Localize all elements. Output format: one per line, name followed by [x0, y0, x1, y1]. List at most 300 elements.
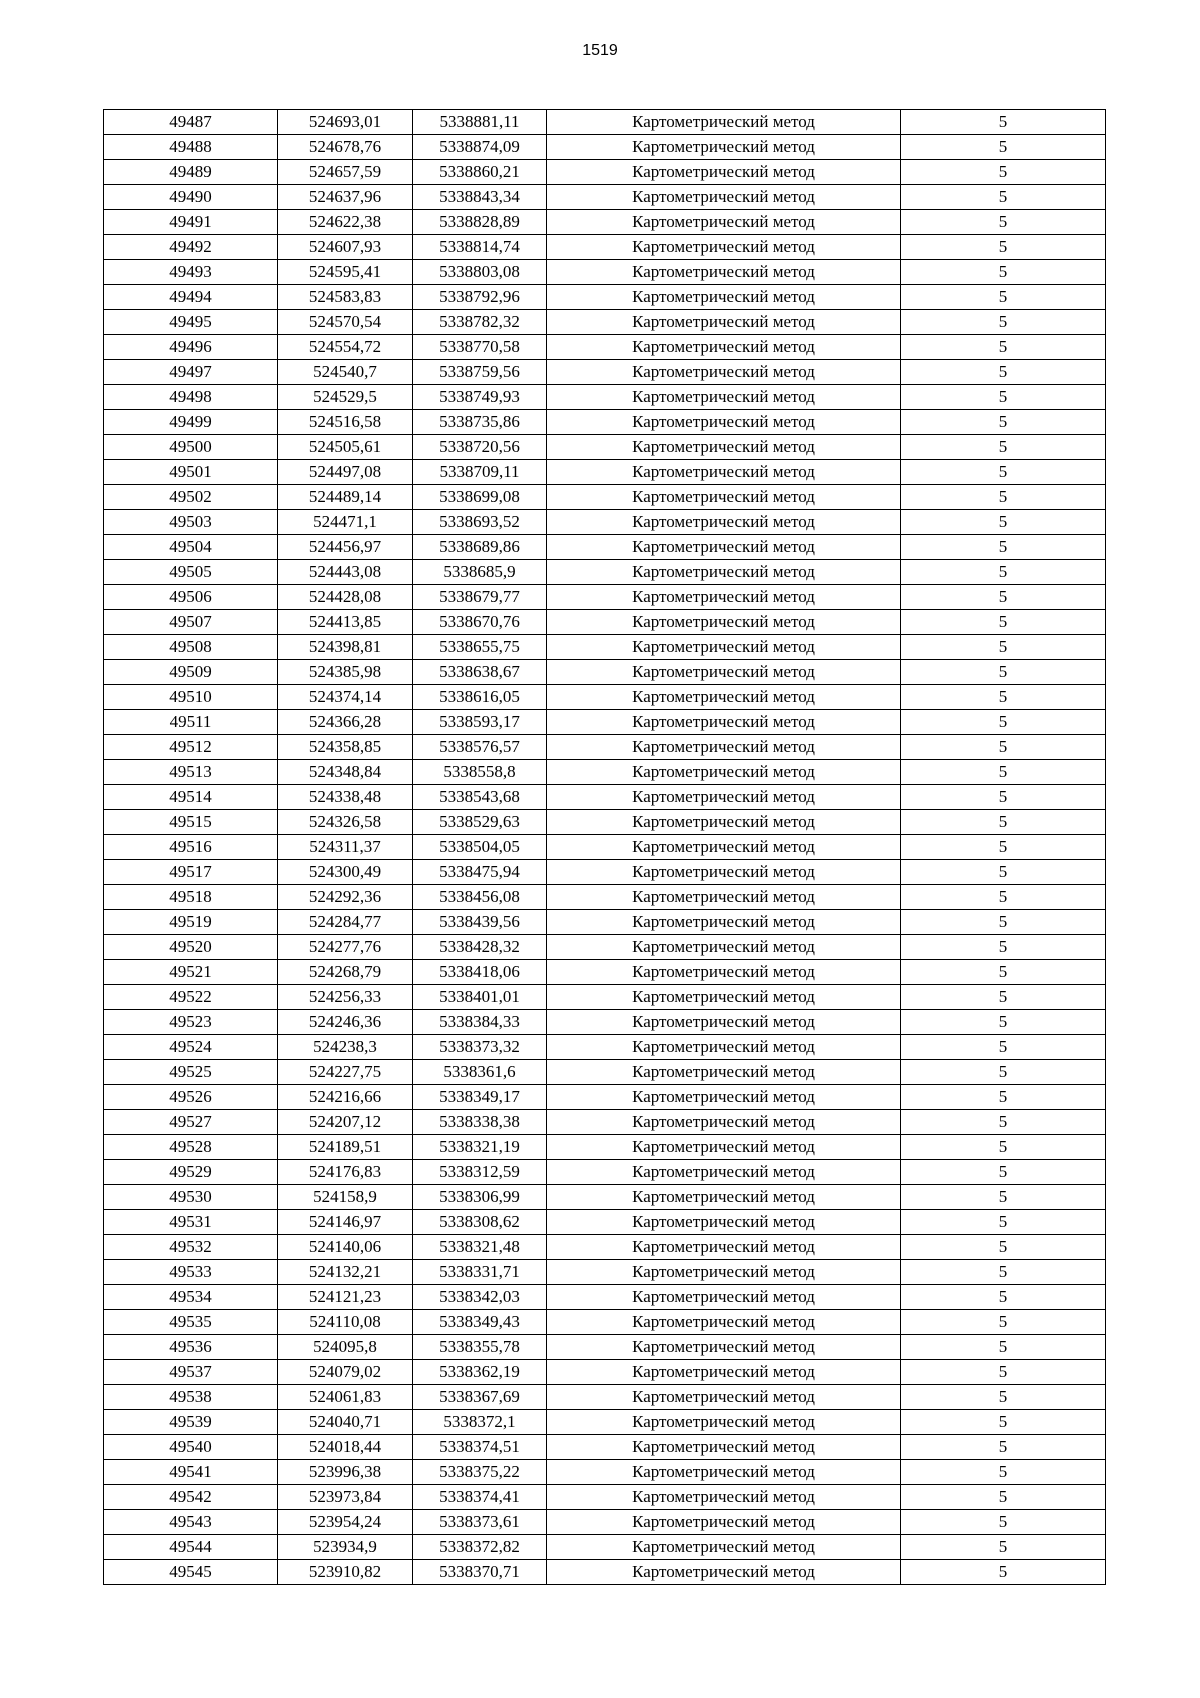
x-coordinate-cell: 524471,1	[278, 510, 413, 535]
x-coordinate-cell: 524227,75	[278, 1060, 413, 1085]
coordinates-table	[103, 109, 1106, 1585]
table-row	[104, 160, 1106, 185]
x-coordinate-cell: 524622,38	[278, 210, 413, 235]
x-coordinate-cell: 524443,08	[278, 560, 413, 585]
accuracy-cell: 5	[901, 1510, 1106, 1535]
page-number: 1519	[582, 42, 618, 59]
point-number-cell: 49506	[104, 585, 278, 610]
method-cell: Картометрический метод	[547, 910, 901, 935]
accuracy-cell: 5	[901, 210, 1106, 235]
point-number-cell: 49545	[104, 1560, 278, 1585]
accuracy-cell: 5	[901, 760, 1106, 785]
point-number-cell: 49533	[104, 1260, 278, 1285]
point-number-cell: 49490	[104, 185, 278, 210]
point-number-cell: 49531	[104, 1210, 278, 1235]
x-coordinate-cell: 524570,54	[278, 310, 413, 335]
y-coordinate-cell: 5338418,06	[413, 960, 547, 985]
point-number-cell: 49536	[104, 1335, 278, 1360]
y-coordinate-cell: 5338814,74	[413, 235, 547, 260]
table-row	[104, 1410, 1106, 1435]
accuracy-cell: 5	[901, 510, 1106, 535]
accuracy-cell: 5	[901, 135, 1106, 160]
accuracy-cell: 5	[901, 1360, 1106, 1385]
table-row	[104, 185, 1106, 210]
accuracy-cell: 5	[901, 835, 1106, 860]
x-coordinate-cell: 523996,38	[278, 1460, 413, 1485]
table-row	[104, 1010, 1106, 1035]
table-row	[104, 1160, 1106, 1185]
point-number-cell: 49513	[104, 760, 278, 785]
y-coordinate-cell: 5338338,38	[413, 1110, 547, 1135]
y-coordinate-cell: 5338456,08	[413, 885, 547, 910]
x-coordinate-cell: 524540,7	[278, 360, 413, 385]
method-cell: Картометрический метод	[547, 785, 901, 810]
x-coordinate-cell: 524595,41	[278, 260, 413, 285]
method-cell: Картометрический метод	[547, 1110, 901, 1135]
accuracy-cell: 5	[901, 885, 1106, 910]
point-number-cell: 49511	[104, 710, 278, 735]
method-cell: Картометрический метод	[547, 335, 901, 360]
accuracy-cell: 5	[901, 685, 1106, 710]
method-cell: Картометрический метод	[547, 560, 901, 585]
accuracy-cell: 5	[901, 560, 1106, 585]
method-cell: Картометрический метод	[547, 385, 901, 410]
table-row	[104, 960, 1106, 985]
accuracy-cell: 5	[901, 1010, 1106, 1035]
point-number-cell: 49487	[104, 110, 278, 135]
table-row	[104, 810, 1106, 835]
table-row	[104, 1510, 1106, 1535]
x-coordinate-cell: 524374,14	[278, 685, 413, 710]
y-coordinate-cell: 5338699,08	[413, 485, 547, 510]
accuracy-cell: 5	[901, 260, 1106, 285]
accuracy-cell: 5	[901, 1210, 1106, 1235]
method-cell: Картометрический метод	[547, 160, 901, 185]
table-row	[104, 1260, 1106, 1285]
accuracy-cell: 5	[901, 785, 1106, 810]
accuracy-cell: 5	[901, 410, 1106, 435]
point-number-cell: 49523	[104, 1010, 278, 1035]
method-cell: Картометрический метод	[547, 1460, 901, 1485]
point-number-cell: 49518	[104, 885, 278, 910]
point-number-cell: 49507	[104, 610, 278, 635]
point-number-cell: 49494	[104, 285, 278, 310]
y-coordinate-cell: 5338770,58	[413, 335, 547, 360]
y-coordinate-cell: 5338401,01	[413, 985, 547, 1010]
table-row	[104, 835, 1106, 860]
accuracy-cell: 5	[901, 385, 1106, 410]
method-cell: Картометрический метод	[547, 585, 901, 610]
method-cell: Картометрический метод	[547, 1485, 901, 1510]
point-number-cell: 49499	[104, 410, 278, 435]
y-coordinate-cell: 5338331,71	[413, 1260, 547, 1285]
accuracy-cell: 5	[901, 1185, 1106, 1210]
x-coordinate-cell: 524385,98	[278, 660, 413, 685]
x-coordinate-cell: 524292,36	[278, 885, 413, 910]
table-row	[104, 110, 1106, 135]
point-number-cell: 49541	[104, 1460, 278, 1485]
y-coordinate-cell: 5338373,61	[413, 1510, 547, 1535]
y-coordinate-cell: 5338735,86	[413, 410, 547, 435]
table-row	[104, 785, 1106, 810]
accuracy-cell: 5	[901, 1410, 1106, 1435]
method-cell: Картометрический метод	[547, 1435, 901, 1460]
table-row	[104, 535, 1106, 560]
method-cell: Картометрический метод	[547, 685, 901, 710]
table-row	[104, 235, 1106, 260]
table-row	[104, 1310, 1106, 1335]
point-number-cell: 49532	[104, 1235, 278, 1260]
accuracy-cell: 5	[901, 535, 1106, 560]
x-coordinate-cell: 524176,83	[278, 1160, 413, 1185]
x-coordinate-cell: 524516,58	[278, 410, 413, 435]
x-coordinate-cell: 524413,85	[278, 610, 413, 635]
x-coordinate-cell: 524607,93	[278, 235, 413, 260]
point-number-cell: 49524	[104, 1035, 278, 1060]
y-coordinate-cell: 5338362,19	[413, 1360, 547, 1385]
point-number-cell: 49540	[104, 1435, 278, 1460]
y-coordinate-cell: 5338749,93	[413, 385, 547, 410]
table-row	[104, 735, 1106, 760]
x-coordinate-cell: 523910,82	[278, 1560, 413, 1585]
accuracy-cell: 5	[901, 1560, 1106, 1585]
point-number-cell: 49488	[104, 135, 278, 160]
y-coordinate-cell: 5338529,63	[413, 810, 547, 835]
point-number-cell: 49509	[104, 660, 278, 685]
table-row	[104, 1035, 1106, 1060]
table-row	[104, 685, 1106, 710]
method-cell: Картометрический метод	[547, 810, 901, 835]
method-cell: Картометрический метод	[547, 1560, 901, 1585]
table-row	[104, 335, 1106, 360]
accuracy-cell: 5	[901, 1060, 1106, 1085]
accuracy-cell: 5	[901, 635, 1106, 660]
accuracy-cell: 5	[901, 485, 1106, 510]
method-cell: Картометрический метод	[547, 960, 901, 985]
y-coordinate-cell: 5338679,77	[413, 585, 547, 610]
point-number-cell: 49505	[104, 560, 278, 585]
table-row	[104, 410, 1106, 435]
y-coordinate-cell: 5338638,67	[413, 660, 547, 685]
x-coordinate-cell: 523934,9	[278, 1535, 413, 1560]
method-cell: Картометрический метод	[547, 1185, 901, 1210]
table-row	[104, 710, 1106, 735]
method-cell: Картометрический метод	[547, 860, 901, 885]
y-coordinate-cell: 5338312,59	[413, 1160, 547, 1185]
table-row	[104, 610, 1106, 635]
method-cell: Картометрический метод	[547, 1335, 901, 1360]
y-coordinate-cell: 5338843,34	[413, 185, 547, 210]
table-row	[104, 1485, 1106, 1510]
point-number-cell: 49522	[104, 985, 278, 1010]
x-coordinate-cell: 524140,06	[278, 1235, 413, 1260]
accuracy-cell: 5	[901, 1085, 1106, 1110]
point-number-cell: 49517	[104, 860, 278, 885]
method-cell: Картометрический метод	[547, 1285, 901, 1310]
method-cell: Картометрический метод	[547, 835, 901, 860]
y-coordinate-cell: 5338349,43	[413, 1310, 547, 1335]
method-cell: Картометрический метод	[547, 1260, 901, 1285]
x-coordinate-cell: 524678,76	[278, 135, 413, 160]
accuracy-cell: 5	[901, 1035, 1106, 1060]
method-cell: Картометрический метод	[547, 1410, 901, 1435]
accuracy-cell: 5	[901, 1110, 1106, 1135]
y-coordinate-cell: 5338874,09	[413, 135, 547, 160]
method-cell: Картометрический метод	[547, 210, 901, 235]
method-cell: Картометрический метод	[547, 885, 901, 910]
x-coordinate-cell: 524338,48	[278, 785, 413, 810]
table-row	[104, 310, 1106, 335]
method-cell: Картометрический метод	[547, 185, 901, 210]
method-cell: Картометрический метод	[547, 260, 901, 285]
point-number-cell: 49489	[104, 160, 278, 185]
point-number-cell: 49512	[104, 735, 278, 760]
y-coordinate-cell: 5338370,71	[413, 1560, 547, 1585]
y-coordinate-cell: 5338367,69	[413, 1385, 547, 1410]
x-coordinate-cell: 523973,84	[278, 1485, 413, 1510]
y-coordinate-cell: 5338593,17	[413, 710, 547, 735]
method-cell: Картометрический метод	[547, 310, 901, 335]
point-number-cell: 49542	[104, 1485, 278, 1510]
accuracy-cell: 5	[901, 235, 1106, 260]
method-cell: Картометрический метод	[547, 1510, 901, 1535]
table-row	[104, 460, 1106, 485]
point-number-cell: 49519	[104, 910, 278, 935]
y-coordinate-cell: 5338828,89	[413, 210, 547, 235]
accuracy-cell: 5	[901, 110, 1106, 135]
point-number-cell: 49543	[104, 1510, 278, 1535]
table-row	[104, 635, 1106, 660]
point-number-cell: 49516	[104, 835, 278, 860]
accuracy-cell: 5	[901, 1235, 1106, 1260]
point-number-cell: 49508	[104, 635, 278, 660]
point-number-cell: 49492	[104, 235, 278, 260]
table-row	[104, 1210, 1106, 1235]
table-row	[104, 135, 1106, 160]
x-coordinate-cell: 524132,21	[278, 1260, 413, 1285]
point-number-cell: 49495	[104, 310, 278, 335]
x-coordinate-cell: 524256,33	[278, 985, 413, 1010]
method-cell: Картометрический метод	[547, 435, 901, 460]
accuracy-cell: 5	[901, 1160, 1106, 1185]
point-number-cell: 49498	[104, 385, 278, 410]
accuracy-cell: 5	[901, 1310, 1106, 1335]
method-cell: Картометрический метод	[547, 1135, 901, 1160]
x-coordinate-cell: 524061,83	[278, 1385, 413, 1410]
y-coordinate-cell: 5338384,33	[413, 1010, 547, 1035]
method-cell: Картометрический метод	[547, 935, 901, 960]
point-number-cell: 49504	[104, 535, 278, 560]
y-coordinate-cell: 5338709,11	[413, 460, 547, 485]
x-coordinate-cell: 524311,37	[278, 835, 413, 860]
x-coordinate-cell: 524079,02	[278, 1360, 413, 1385]
accuracy-cell: 5	[901, 610, 1106, 635]
point-number-cell: 49514	[104, 785, 278, 810]
point-number-cell: 49491	[104, 210, 278, 235]
table-row	[104, 860, 1106, 885]
method-cell: Картометрический метод	[547, 1385, 901, 1410]
x-coordinate-cell: 524348,84	[278, 760, 413, 785]
point-number-cell: 49537	[104, 1360, 278, 1385]
y-coordinate-cell: 5338689,86	[413, 535, 547, 560]
point-number-cell: 49535	[104, 1310, 278, 1335]
x-coordinate-cell: 524529,5	[278, 385, 413, 410]
x-coordinate-cell: 524326,58	[278, 810, 413, 835]
y-coordinate-cell: 5338543,68	[413, 785, 547, 810]
method-cell: Картометрический метод	[547, 535, 901, 560]
method-cell: Картометрический метод	[547, 660, 901, 685]
point-number-cell: 49510	[104, 685, 278, 710]
x-coordinate-cell: 524040,71	[278, 1410, 413, 1435]
method-cell: Картометрический метод	[547, 110, 901, 135]
point-number-cell: 49539	[104, 1410, 278, 1435]
point-number-cell: 49497	[104, 360, 278, 385]
method-cell: Картометрический метод	[547, 1235, 901, 1260]
method-cell: Картометрический метод	[547, 1085, 901, 1110]
method-cell: Картометрический метод	[547, 1160, 901, 1185]
method-cell: Картометрический метод	[547, 510, 901, 535]
point-number-cell: 49496	[104, 335, 278, 360]
y-coordinate-cell: 5338504,05	[413, 835, 547, 860]
method-cell: Картометрический метод	[547, 635, 901, 660]
x-coordinate-cell: 523954,24	[278, 1510, 413, 1535]
point-number-cell: 49493	[104, 260, 278, 285]
accuracy-cell: 5	[901, 910, 1106, 935]
x-coordinate-cell: 524095,8	[278, 1335, 413, 1360]
accuracy-cell: 5	[901, 160, 1106, 185]
table-row	[104, 585, 1106, 610]
y-coordinate-cell: 5338321,48	[413, 1235, 547, 1260]
table-row	[104, 285, 1106, 310]
point-number-cell: 49502	[104, 485, 278, 510]
method-cell: Картометрический метод	[547, 360, 901, 385]
accuracy-cell: 5	[901, 1135, 1106, 1160]
accuracy-cell: 5	[901, 935, 1106, 960]
y-coordinate-cell: 5338685,9	[413, 560, 547, 585]
accuracy-cell: 5	[901, 585, 1106, 610]
y-coordinate-cell: 5338361,6	[413, 1060, 547, 1085]
y-coordinate-cell: 5338670,76	[413, 610, 547, 635]
coordinates-table-body	[104, 110, 1106, 1585]
point-number-cell: 49526	[104, 1085, 278, 1110]
table-row	[104, 1435, 1106, 1460]
accuracy-cell: 5	[901, 735, 1106, 760]
point-number-cell: 49515	[104, 810, 278, 835]
accuracy-cell: 5	[901, 1460, 1106, 1485]
table-row	[104, 660, 1106, 685]
y-coordinate-cell: 5338375,22	[413, 1460, 547, 1485]
x-coordinate-cell: 524358,85	[278, 735, 413, 760]
y-coordinate-cell: 5338349,17	[413, 1085, 547, 1110]
x-coordinate-cell: 524158,9	[278, 1185, 413, 1210]
y-coordinate-cell: 5338308,62	[413, 1210, 547, 1235]
y-coordinate-cell: 5338372,1	[413, 1410, 547, 1435]
y-coordinate-cell: 5338355,78	[413, 1335, 547, 1360]
table-row	[104, 1535, 1106, 1560]
method-cell: Картометрический метод	[547, 410, 901, 435]
method-cell: Картометрический метод	[547, 1210, 901, 1235]
accuracy-cell: 5	[901, 1260, 1106, 1285]
table-row	[104, 1235, 1106, 1260]
point-number-cell: 49528	[104, 1135, 278, 1160]
method-cell: Картометрический метод	[547, 610, 901, 635]
y-coordinate-cell: 5338759,56	[413, 360, 547, 385]
y-coordinate-cell: 5338860,21	[413, 160, 547, 185]
x-coordinate-cell: 524366,28	[278, 710, 413, 735]
method-cell: Картометрический метод	[547, 760, 901, 785]
accuracy-cell: 5	[901, 1335, 1106, 1360]
x-coordinate-cell: 524018,44	[278, 1435, 413, 1460]
method-cell: Картометрический метод	[547, 1060, 901, 1085]
table-row	[104, 435, 1106, 460]
table-row	[104, 1460, 1106, 1485]
y-coordinate-cell: 5338374,41	[413, 1485, 547, 1510]
y-coordinate-cell: 5338342,03	[413, 1285, 547, 1310]
table-row	[104, 260, 1106, 285]
method-cell: Картометрический метод	[547, 485, 901, 510]
y-coordinate-cell: 5338693,52	[413, 510, 547, 535]
table-row	[104, 760, 1106, 785]
x-coordinate-cell: 524637,96	[278, 185, 413, 210]
y-coordinate-cell: 5338782,32	[413, 310, 547, 335]
y-coordinate-cell: 5338616,05	[413, 685, 547, 710]
accuracy-cell: 5	[901, 710, 1106, 735]
y-coordinate-cell: 5338374,51	[413, 1435, 547, 1460]
x-coordinate-cell: 524300,49	[278, 860, 413, 885]
table-row	[104, 1560, 1106, 1585]
x-coordinate-cell: 524657,59	[278, 160, 413, 185]
table-row	[104, 910, 1106, 935]
method-cell: Картометрический метод	[547, 735, 901, 760]
point-number-cell: 49521	[104, 960, 278, 985]
table-row	[104, 1135, 1106, 1160]
x-coordinate-cell: 524456,97	[278, 535, 413, 560]
table-row	[104, 1085, 1106, 1110]
x-coordinate-cell: 524268,79	[278, 960, 413, 985]
y-coordinate-cell: 5338655,75	[413, 635, 547, 660]
table-row	[104, 1285, 1106, 1310]
x-coordinate-cell: 524216,66	[278, 1085, 413, 1110]
accuracy-cell: 5	[901, 960, 1106, 985]
accuracy-cell: 5	[901, 435, 1106, 460]
point-number-cell: 49527	[104, 1110, 278, 1135]
accuracy-cell: 5	[901, 285, 1106, 310]
point-number-cell: 49534	[104, 1285, 278, 1310]
accuracy-cell: 5	[901, 1385, 1106, 1410]
point-number-cell: 49525	[104, 1060, 278, 1085]
x-coordinate-cell: 524497,08	[278, 460, 413, 485]
y-coordinate-cell: 5338373,32	[413, 1035, 547, 1060]
accuracy-cell: 5	[901, 460, 1106, 485]
x-coordinate-cell: 524428,08	[278, 585, 413, 610]
method-cell: Картометрический метод	[547, 1035, 901, 1060]
y-coordinate-cell: 5338720,56	[413, 435, 547, 460]
y-coordinate-cell: 5338803,08	[413, 260, 547, 285]
x-coordinate-cell: 524238,3	[278, 1035, 413, 1060]
table-row	[104, 1185, 1106, 1210]
y-coordinate-cell: 5338792,96	[413, 285, 547, 310]
method-cell: Картометрический метод	[547, 710, 901, 735]
x-coordinate-cell: 524693,01	[278, 110, 413, 135]
table-row	[104, 1385, 1106, 1410]
accuracy-cell: 5	[901, 360, 1106, 385]
x-coordinate-cell: 524284,77	[278, 910, 413, 935]
accuracy-cell: 5	[901, 185, 1106, 210]
method-cell: Картометрический метод	[547, 1010, 901, 1035]
method-cell: Картометрический метод	[547, 285, 901, 310]
table-row	[104, 985, 1106, 1010]
table-row	[104, 1060, 1106, 1085]
